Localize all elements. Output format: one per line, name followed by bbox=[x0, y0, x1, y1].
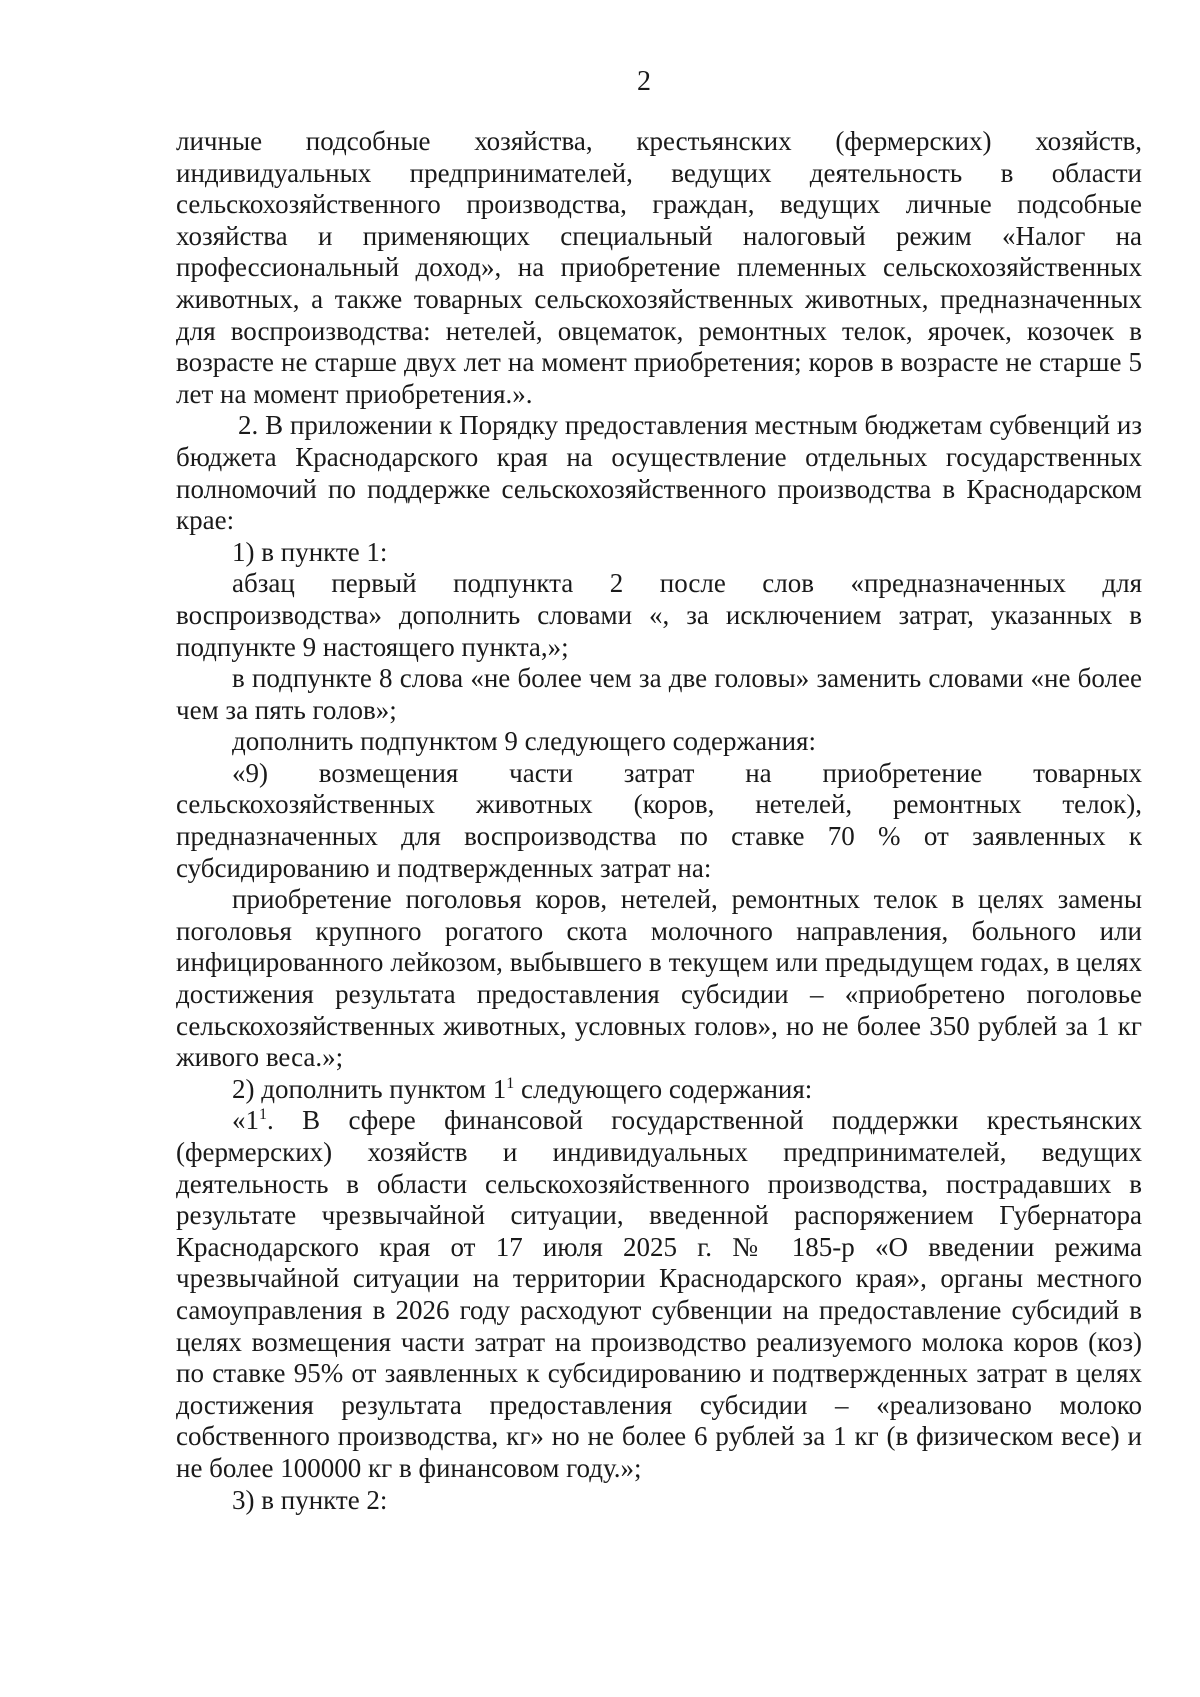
paragraph-subitem-1: 1) в пункте 1: bbox=[232, 536, 388, 567]
paragraph-point-1-1-text bbox=[176, 1105, 1142, 1484]
point-1-1-suffix: следующего содержания: bbox=[514, 1073, 813, 1104]
page-number: 2 bbox=[637, 66, 651, 97]
paragraph-add-subpoint-9: дополнить подпунктом 9 следующего содержания: bbox=[232, 726, 816, 757]
point-1-1-text-body: . В сфере финансовой государственной поддержки крестьянских (фермерских) хозяйств и индивидуальных предпринимателей, ведущих деятельность в области сельскохозяйственного производства, пострадавших в результате чрезвычайной ситуации, введенной распоряжением Губернатора Краснодарского края от 17 июля 2025 г. № 185-р «О введении режима чрезвычайной ситуации на территории Краснодарского края», органы местного самоуправления в 2026 году расходуют субвенции на предоставление субсидий в целях возмещения части затрат на производство реализуемого молока коров (коз) по ставке 95% от заявленных к субсидированию и подтвержденных затрат в целях достижения результата предоставления субсидии – «реализовано молоко собственного производства, кг» но не более 6 рублей за 1 кг (в физическом весе) и не более 100000 кг в финансовом году.»; bbox=[176, 1105, 1142, 1483]
paragraph-subpoint-8-amend: в подпункте 8 слова «не более чем за две головы» заменить словами «не более чем за пять голов»; bbox=[176, 663, 1142, 725]
paragraph-subpoint-9-detail: приобретение поголовья коров, нетелей, ремонтных телок в целях замены поголовья крупного рогатого скота молочного направления, больного или инфицированного лейкозом, выбывшего в текущем или предыдущем годах, в целях достижения результата предоставления субсидии – «приобретено поголовье сельскохозяйственных животных, условных голов», но не более 350 рублей за 1 кг живого веса.»; bbox=[176, 884, 1142, 1073]
superscript: 1 bbox=[259, 1106, 267, 1124]
paragraph-continuation: личные подсобные хозяйства, крестьянских (фермерских) хозяйств, индивидуальных предпринимателей, ведущих деятельность в области сельскохозяйственного производства, граждан, ведущих личные подсобные хозяйства и применяющих специальный налоговый режим «Налог на профессиональный доход», на приобретение племенных сельскохозяйственных животных, а также товарных сельскохозяйственных животных, предназначенных для воспроизводства: нетелей, овцематок, ремонтных телок, ярочек, козочек в возрасте не старше двух лет на момент приобретения; коров в возрасте не старше 5 лет на момент приобретения.». bbox=[176, 126, 1142, 409]
paragraph-item-2: 2. В приложении к Порядку предоставления местным бюджетам субвенций из бюджета Краснодарского края на осуществление отдельных государственных полномочий по поддержке сельскохозяйственного производства в Краснодарском крае: bbox=[176, 410, 1142, 536]
paragraph-subpoint-9-text: «9) возмещения части затрат на приобретение товарных сельскохозяйственных животных (коров, нетелей, ремонтных телок), предназначенных для воспроизводства по ставке 70 % от заявленных к субсидированию и подтвержденных затрат на: bbox=[176, 757, 1142, 883]
superscript: 1 bbox=[506, 1074, 515, 1092]
paragraph-subitem-3: 3) в пункте 2: bbox=[232, 1484, 388, 1515]
point-1-1-text-prefix: «1 bbox=[232, 1105, 259, 1136]
paragraph-abzac-amend: абзац первый подпункта 2 после слов «предназначенных для воспроизводства» дополнить словами «, за исключением затрат, указанных в подпункте 9 настоящего пункта,»; bbox=[176, 568, 1142, 662]
paragraph-add-point-1-1 bbox=[176, 1074, 1142, 1106]
document-body bbox=[176, 126, 1142, 1516]
point-1-1-prefix: 2) дополнить пунктом 1 bbox=[232, 1073, 507, 1104]
